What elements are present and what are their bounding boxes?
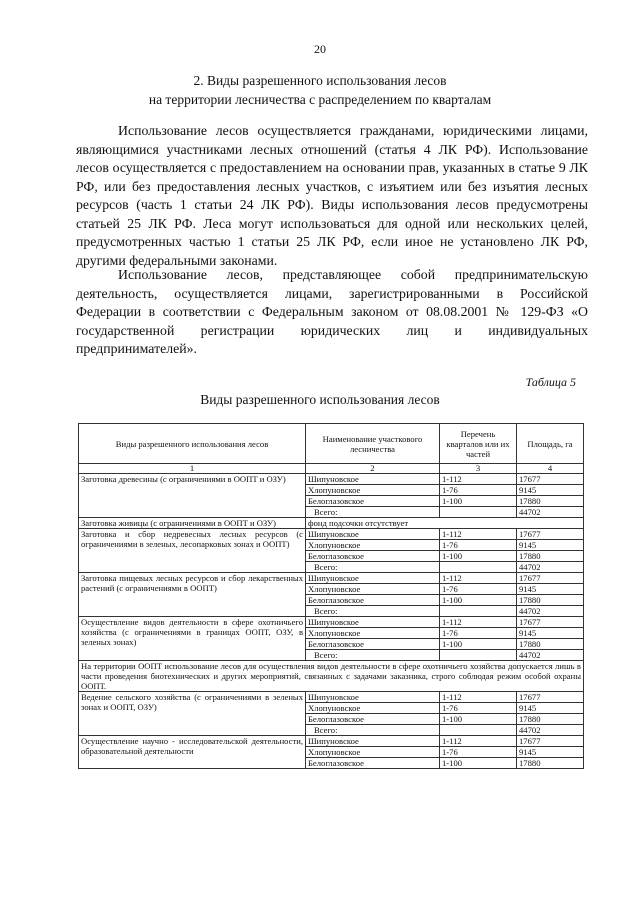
column-number: 4 xyxy=(517,464,584,474)
quarters-cell: 1-100 xyxy=(440,551,517,562)
column-number: 3 xyxy=(440,464,517,474)
table-header-row xyxy=(79,424,584,464)
quarters-cell: 1-76 xyxy=(440,747,517,758)
use-type-cell: Заготовка пищевых лесных ресурсов и сбор лекарственных растений (с ограничениями в ООПТ) xyxy=(79,573,306,617)
area-cell: 44702 xyxy=(517,725,584,736)
area-cell: 44702 xyxy=(517,606,584,617)
quarters-cell: 1-112 xyxy=(440,617,517,628)
use-type-cell: Заготовка древесины (с ограничениями в ООПТ и ОЗУ) xyxy=(79,474,306,518)
use-type-cell: Заготовка живицы (с ограничениями в ООПТ и ОЗУ) xyxy=(79,518,306,529)
forestry-cell: Всего: xyxy=(306,725,440,736)
forestry-cell: Хлопуновское xyxy=(306,540,440,551)
quarters-cell xyxy=(440,606,517,617)
group-note-cell: фонд подсочки отсутствует xyxy=(306,518,584,529)
forestry-cell: Белоглазовское xyxy=(306,758,440,769)
area-cell: 17677 xyxy=(517,736,584,747)
forestry-cell: Белоглазовское xyxy=(306,714,440,725)
quarters-cell: 1-112 xyxy=(440,529,517,540)
area-cell: 9145 xyxy=(517,628,584,639)
section-heading-line-2: на территории лесничества с распределением по кварталам xyxy=(148,92,492,107)
table-title: Виды разрешенного использования лесов xyxy=(200,392,440,407)
quarters-cell xyxy=(440,725,517,736)
forestry-cell: Шипуновское xyxy=(306,736,440,747)
table-row xyxy=(79,617,584,628)
quarters-cell: 1-112 xyxy=(440,474,517,485)
quarters-cell: 1-100 xyxy=(440,714,517,725)
table-row xyxy=(79,573,584,584)
paragraph-2: Использование лесов, представляющее собой предпринимательскую деятельность, осуществляется лицами, зарегистрированными в Российской Федерации в соответствии с Федеральным законом от 08.08.2001 № 129-ФЗ «О государственной регистрации юридических лиц и индивидуальных предпринимателей». xyxy=(76,267,588,356)
forestry-cell: Хлопуновское xyxy=(306,485,440,496)
area-cell: 17880 xyxy=(517,551,584,562)
quarters-cell: 1-112 xyxy=(440,692,517,703)
table-row xyxy=(79,518,584,529)
table-caption: Таблица 5 xyxy=(525,375,576,389)
use-type-cell: Осуществление научно - исследовательской деятельности, образовательной деятельности xyxy=(79,736,306,769)
area-cell: 17880 xyxy=(517,639,584,650)
table-row xyxy=(79,692,584,703)
table-container xyxy=(78,423,583,769)
table-header-cell: Наименование участкового лесничества xyxy=(306,424,440,464)
table-header-cell: Перечень кварталов или их частей xyxy=(440,424,517,464)
quarters-cell: 1-100 xyxy=(440,639,517,650)
forestry-cell: Всего: xyxy=(306,507,440,518)
table-body xyxy=(79,474,584,769)
area-cell: 17880 xyxy=(517,758,584,769)
forestry-cell: Хлопуновское xyxy=(306,584,440,595)
forestry-cell: Шипуновское xyxy=(306,474,440,485)
area-cell: 17880 xyxy=(517,714,584,725)
column-number: 1 xyxy=(79,464,306,474)
forestry-cell: Шипуновское xyxy=(306,529,440,540)
forestry-cell: Хлопуновское xyxy=(306,703,440,714)
area-cell: 17880 xyxy=(517,496,584,507)
quarters-cell: 1-112 xyxy=(440,573,517,584)
area-cell: 44702 xyxy=(517,507,584,518)
area-cell: 17677 xyxy=(517,573,584,584)
area-cell: 9145 xyxy=(517,540,584,551)
table-column-number-row xyxy=(79,464,584,474)
page-number: 20 xyxy=(314,42,326,56)
quarters-cell: 1-100 xyxy=(440,496,517,507)
use-type-cell: Осуществление видов деятельности в сфере охотничьего хозяйства (с ограничениями в границах ООПТ, ОЗУ, в зеленых зонах) xyxy=(79,617,306,661)
quarters-cell xyxy=(440,562,517,573)
area-cell: 17677 xyxy=(517,529,584,540)
quarters-cell: 1-100 xyxy=(440,758,517,769)
area-cell: 9145 xyxy=(517,703,584,714)
section-heading-line-1: 2. Виды разрешенного использования лесов xyxy=(193,73,447,88)
forestry-cell: Шипуновское xyxy=(306,573,440,584)
section-heading xyxy=(0,71,640,109)
area-cell: 44702 xyxy=(517,562,584,573)
forestry-cell: Белоглазовское xyxy=(306,595,440,606)
area-cell: 17880 xyxy=(517,595,584,606)
quarters-cell: 1-76 xyxy=(440,540,517,551)
quarters-cell: 1-100 xyxy=(440,595,517,606)
table-note-row xyxy=(79,661,584,692)
forestry-cell: Белоглазовское xyxy=(306,639,440,650)
forestry-cell: Хлопуновское xyxy=(306,628,440,639)
area-cell: 17677 xyxy=(517,692,584,703)
forestry-cell: Шипуновское xyxy=(306,692,440,703)
quarters-cell xyxy=(440,650,517,661)
use-type-cell: Заготовка и сбор недревесных лесных ресурсов (с ограничениями в зеленых, лесопарковых зонах и ООПТ) xyxy=(79,529,306,573)
table-note: На территории ООПТ использование лесов для осуществления видов деятельности в сфере охотничьего хозяйства допускается лишь в части проведения биотехнических и других мероприятий, связанных с задачами заказника, строго соблюдая режим особой охраны ООПТ. xyxy=(79,661,584,692)
use-type-cell: Ведение сельского хозяйства (с ограничениями в зеленых зонах и ООПТ, ОЗУ) xyxy=(79,692,306,736)
forestry-cell: Белоглазовское xyxy=(306,551,440,562)
area-cell: 9145 xyxy=(517,584,584,595)
column-number: 2 xyxy=(306,464,440,474)
land-use-table xyxy=(78,423,584,769)
forestry-cell: Хлопуновское xyxy=(306,747,440,758)
quarters-cell xyxy=(440,507,517,518)
forestry-cell: Шипуновское xyxy=(306,617,440,628)
quarters-cell: 1-76 xyxy=(440,703,517,714)
table-row xyxy=(79,736,584,747)
area-cell: 9145 xyxy=(517,485,584,496)
table-row xyxy=(79,529,584,540)
paragraph-2-block xyxy=(76,266,588,359)
quarters-cell: 1-76 xyxy=(440,628,517,639)
paragraph-1-block xyxy=(76,122,588,270)
area-cell: 17677 xyxy=(517,617,584,628)
forestry-cell: Всего: xyxy=(306,606,440,617)
quarters-cell: 1-76 xyxy=(440,584,517,595)
forestry-cell: Всего: xyxy=(306,650,440,661)
area-cell: 44702 xyxy=(517,650,584,661)
quarters-cell: 1-112 xyxy=(440,736,517,747)
area-cell: 17677 xyxy=(517,474,584,485)
table-header-cell: Виды разрешенного использования лесов xyxy=(79,424,306,464)
quarters-cell: 1-76 xyxy=(440,485,517,496)
table-row xyxy=(79,474,584,485)
forestry-cell: Всего: xyxy=(306,562,440,573)
forestry-cell: Белоглазовское xyxy=(306,496,440,507)
table-header-cell: Площадь, га xyxy=(517,424,584,464)
paragraph-1: Использование лесов осуществляется гражданами, юридическими лицами, являющимися участниками лесных отношений (статья 4 ЛК РФ). Использование лесов осуществляется с предоставлением на основании прав, указанных в статье 9 ЛК РФ, или без предоставления лесных участков, с изъятием или без изъятия лесных ресурсов (часть 1 статьи 24 ЛК РФ). Виды использования лесов предусмотрены статьей 25 ЛК РФ. Леса могут использоваться для одной или нескольких целей, предусмотренных частью 1 статьи 25 ЛК РФ, если иное не установлено ЛК РФ, другими федеральными законами. xyxy=(76,123,588,268)
area-cell: 9145 xyxy=(517,747,584,758)
